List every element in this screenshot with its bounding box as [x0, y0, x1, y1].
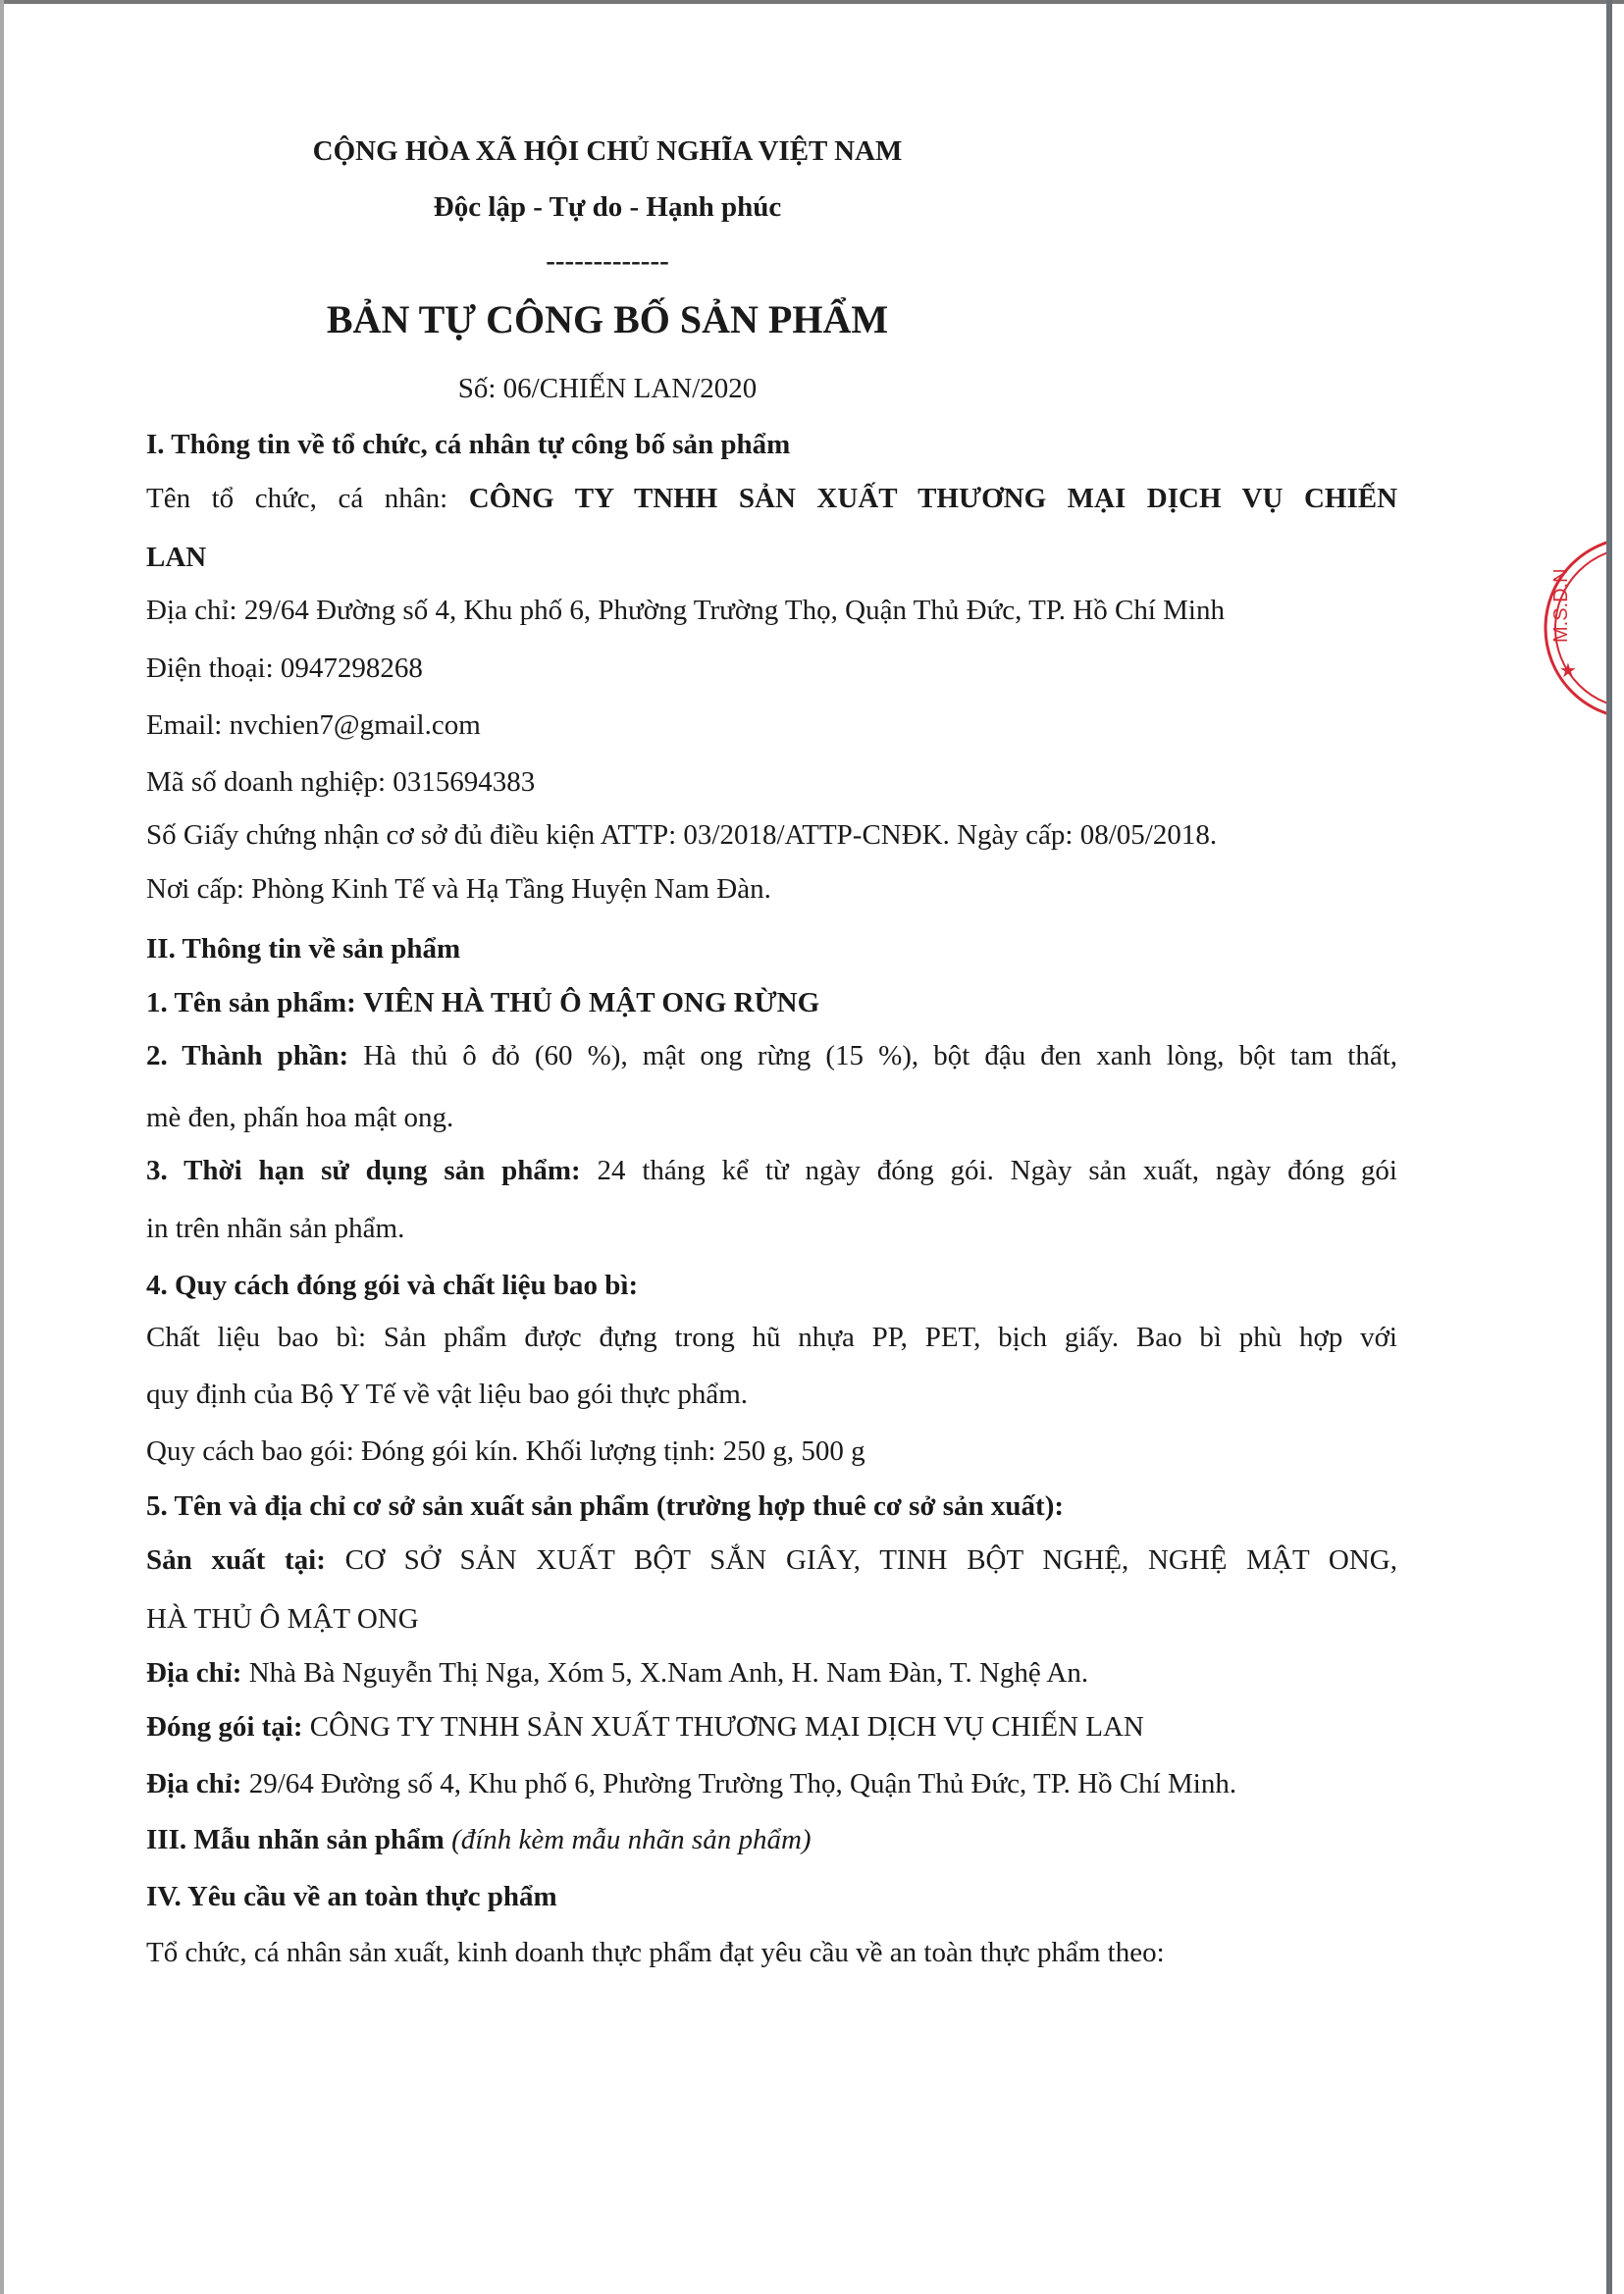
- scan-edge-right: [1606, 0, 1612, 2294]
- page-title: BẢN TỰ CÔNG BỐ SẢN PHẨM: [326, 297, 889, 341]
- section-4-heading: IV. Yêu cầu về an toàn thực phẩm: [146, 1881, 557, 1912]
- ingredients-label: 2. Thành phần:: [146, 1040, 349, 1071]
- packer-address-label: Địa chỉ:: [146, 1768, 242, 1799]
- country-header: CỘNG HÒA XÃ HỘI CHỦ NGHĨA VIỆT NAM: [312, 135, 903, 167]
- shelf-life-label: 3. Thời hạn sử dụng sản phẩm:: [146, 1155, 581, 1186]
- packaging-heading: 4. Quy cách đóng gói và chất liệu bao bì:: [146, 1270, 639, 1301]
- shelf-life: 24 tháng kể từ ngày đóng gói. Ngày sản xuất, ngày đóng gói: [597, 1155, 1397, 1186]
- certificate: Số Giấy chứng nhận cơ sở đủ điều kiện ATTP: 03/2018/ATTP-CNĐK. Ngày cấp: 08/05/2018.: [146, 819, 1218, 851]
- ingredients: Hà thủ ô đỏ (60 %), mật ong rừng (15 %), bột đậu đen xanh lòng, bột tam thất,: [363, 1040, 1398, 1071]
- scan-edge-left: [0, 0, 4, 2294]
- org-address: Địa chỉ: 29/64 Đường số 4, Khu phố 6, Phường Trường Thọ, Quận Thủ Đức, TP. Hồ Chí Minh: [146, 595, 1225, 626]
- svg-text:★: ★: [1559, 660, 1577, 682]
- made-at-cont: HÀ THỦ Ô MẬT ONG: [146, 1603, 419, 1635]
- product-name-label: 1. Tên sản phẩm:: [146, 987, 356, 1018]
- product-name: VIÊN HÀ THỦ Ô MẬT ONG RỪNG: [363, 987, 820, 1018]
- org-name-cont: LAN: [146, 542, 207, 573]
- producer-address-label: Địa chỉ:: [146, 1657, 242, 1689]
- packaging-material: Chất liệu bao bì: Sản phẩm được đựng trong hũ nhựa PP, PET, bịch giấy. Bao bì phù hợp với: [146, 1322, 1397, 1353]
- tax-code: Mã số doanh nghiệp: 0315694383: [146, 766, 536, 798]
- scan-edge-top: [0, 0, 1624, 4]
- document-number: Số: 06/CHIẾN LAN/2020: [457, 373, 758, 404]
- section-3-note: (đính kèm mẫu nhãn sản phẩm): [451, 1824, 812, 1855]
- packer-address: 29/64 Đường số 4, Khu phố 6, Phường Trường Thọ, Quận Thủ Đức, TP. Hồ Chí Minh.: [248, 1768, 1237, 1799]
- org-name: CÔNG TY TNHH SẢN XUẤT THƯƠNG MẠI DỊCH VỤ CHIẾN: [468, 483, 1398, 514]
- section-2-heading: II. Thông tin về sản phẩm: [146, 933, 461, 965]
- org-email: Email: nvchien7@gmail.com: [146, 709, 481, 741]
- svg-text:M.S.D.N: M.S.D.N: [1550, 568, 1572, 643]
- producer-address: Nhà Bà Nguyễn Thị Nga, Xóm 5, X.Nam Anh, H. Nam Đàn, T. Nghệ An.: [248, 1657, 1089, 1689]
- packed-at-label: Đóng gói tại:: [146, 1711, 303, 1743]
- made-at-label: Sản xuất tại:: [146, 1544, 326, 1576]
- ingredients-cont: mè đen, phấn hoa mật ong.: [146, 1102, 454, 1133]
- packed-at: CÔNG TY TNHH SẢN XUẤT THƯƠNG MẠI DỊCH VỤ CHIẾN LAN: [309, 1711, 1144, 1743]
- made-at: CƠ SỞ SẢN XUẤT BỘT SẮN GIÂY, TINH BỘT NGHỆ, NGHỆ MẬT ONG,: [344, 1544, 1398, 1576]
- separator: -------------: [546, 245, 669, 277]
- shelf-life-cont: in trên nhãn sản phẩm.: [146, 1213, 405, 1244]
- packing-spec: Quy cách bao gói: Đóng gói kín. Khối lượng tịnh: 250 g, 500 g: [146, 1435, 865, 1467]
- motto: Độc lập - Tự do - Hạnh phúc: [433, 191, 782, 223]
- issued-by: Nơi cấp: Phòng Kinh Tế và Hạ Tầng Huyện Nam Đàn.: [146, 873, 771, 905]
- org-label: Tên tổ chức, cá nhân:: [146, 483, 448, 514]
- org-phone: Điện thoại: 0947298268: [146, 652, 423, 684]
- packaging-material-cont: quy định của Bộ Y Tế về vật liệu bao gói thực phẩm.: [146, 1379, 749, 1410]
- section-3-heading: III. Mẫu nhãn sản phẩm: [146, 1824, 445, 1855]
- producer-heading: 5. Tên và địa chỉ cơ sở sản xuất sản phẩm (trường hợp thuê cơ sở sản xuất):: [146, 1490, 1065, 1522]
- section-4-text: Tổ chức, cá nhân sản xuất, kinh doanh thực phẩm đạt yêu cầu về an toàn thực phẩm theo:: [146, 1937, 1165, 1968]
- section-1-heading: I. Thông tin về tổ chức, cá nhân tự công bố sản phẩm: [146, 429, 791, 460]
- red-stamp: [1489, 530, 1606, 726]
